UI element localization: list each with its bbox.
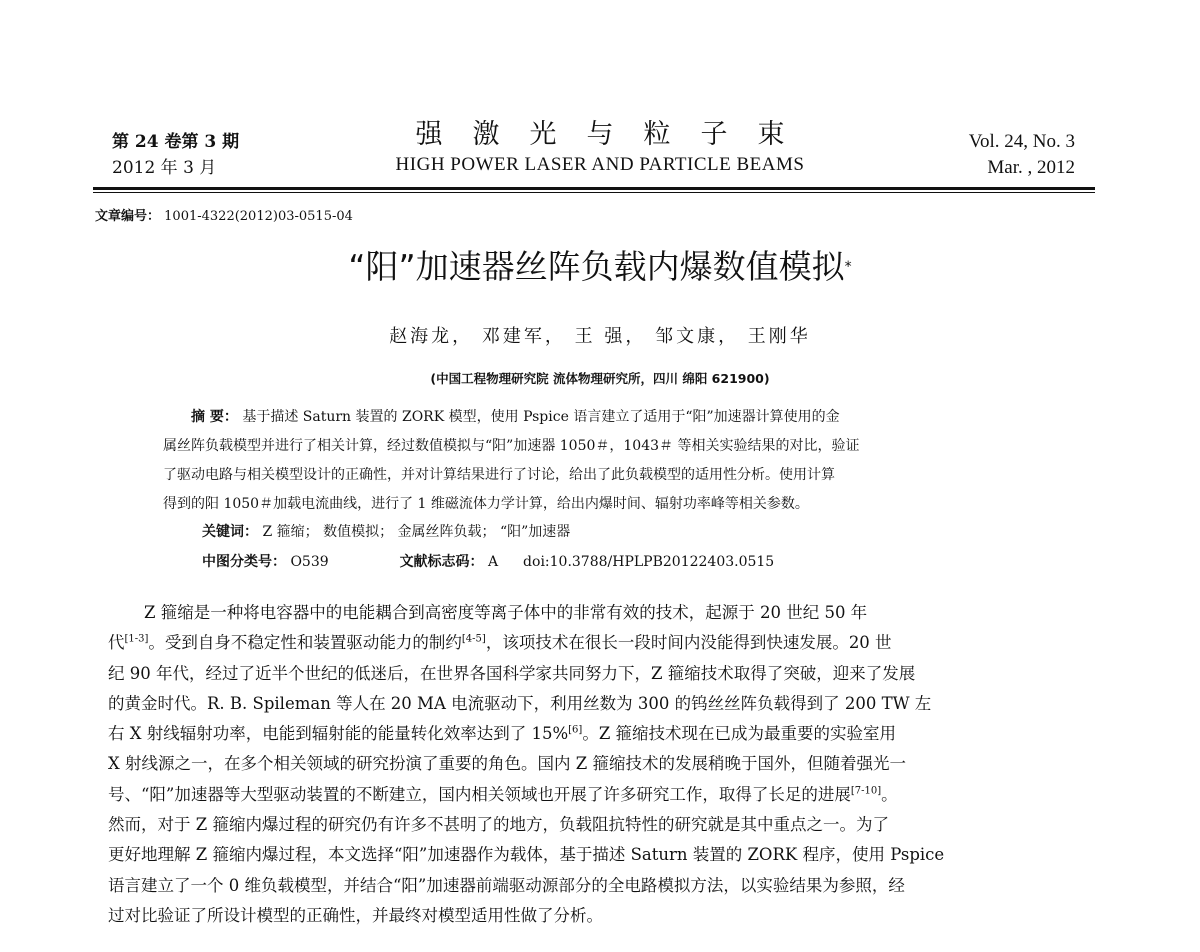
paper-title bbox=[0, 245, 1200, 289]
citation: [1-3] bbox=[124, 633, 149, 645]
body-line: 号、“阳”加速器等大型驱动装置的不断建立，国内相关领域也开展了许多研究工作，取得了长足的进展[7-10]。 bbox=[108, 784, 898, 804]
body-line: 代[1-3]。受到自身不稳定性和装置驱动能力的制约[4-5]，该项技术在很长一段时间内没能得到快速发展。20 世 bbox=[108, 633, 892, 653]
body-line: 右 X 射线辐射功率，电能到辐射能的能量转化效率达到了 15%[6]。Z 箍缩技术现在已成为最重要的实验室用 bbox=[108, 724, 897, 744]
body-line: Z 箍缩是一种将电容器中的电能耦合到高密度等离子体中的非常有效的技术，起源于 20 世纪 50 年 bbox=[144, 603, 868, 622]
header-date-cn: 2012 年 3 月 bbox=[112, 158, 217, 178]
clc-value: O539 bbox=[290, 554, 329, 570]
body-line: 过对比验证了所设计模型的正确性，并最终对模型适用性做了分析。 bbox=[108, 905, 603, 925]
citation: [6] bbox=[568, 724, 583, 736]
body-text bbox=[108, 598, 1098, 931]
journal-title-cn: 强激光与粒子束 bbox=[415, 119, 815, 150]
abstract-line: 了驱动电路与相关模型设计的正确性，并对计算结果进行了讨论，给出了此负载模型的适用性分析。使用计算 bbox=[163, 467, 835, 483]
doc-code-value: A bbox=[488, 554, 499, 570]
article-number-value: 1001-4322(2012)03-0515-04 bbox=[164, 209, 353, 224]
header-volume-en-block bbox=[969, 129, 1075, 181]
affiliation: (中国工程物理研究院 流体物理研究所，四川 绵阳 621900) bbox=[430, 371, 770, 386]
body-line: X 射线源之一，在多个相关领域的研究扮演了重要的角色。国内 Z 箍缩技术的发展稍晚于国外，但随着强光一 bbox=[108, 754, 906, 774]
keywords-label: 关键词： bbox=[202, 524, 258, 540]
abstract bbox=[163, 403, 1043, 519]
body-line: 纪 90 年代，经过了近半个世纪的低迷后，在世界各国科学家共同努力下，Z 箍缩技术取得了突破，迎来了发展 bbox=[108, 663, 916, 683]
article-number-label: 文章编号： bbox=[95, 209, 161, 224]
header-rule-thin bbox=[93, 192, 1095, 193]
header-volume-block bbox=[112, 129, 239, 181]
citation: [7-10] bbox=[850, 785, 882, 797]
body-line: 语言建立了一个 0 维负载模型，并结合“阳”加速器前端驱动源部分的全电路模拟方法，以实验结果为参照，经 bbox=[108, 875, 905, 895]
citation: [4-5] bbox=[461, 633, 486, 645]
article-number bbox=[95, 205, 353, 224]
body-line: 的黄金时代。R. B. Spileman 等人在 20 MA 电流驱动下，利用丝数为 300 的钨丝丝阵负载得到了 200 TW 左 bbox=[108, 693, 932, 713]
title-footnote-mark: * bbox=[844, 259, 852, 275]
abstract-line: 得到的阳 1050＃加载电流曲线，进行了 1 维磁流体力学计算，给出内爆时间、辐射功率峰等相关参数。 bbox=[163, 496, 809, 512]
classification-row bbox=[202, 548, 774, 577]
doi: doi:10.3788/HPLPB20122403.0515 bbox=[523, 554, 775, 570]
abstract-line: 属丝阵负载模型并进行了相关计算，经过数值模拟与“阳”加速器 1050＃，1043＃ 等相关实验结果的对比，验证 bbox=[163, 438, 860, 454]
abstract-line: 摘 要： 基于描述 Saturn 装置的 ZORK 模型，使用 Pspice 语言建立了适用于“阳”加速器计算使用的金 bbox=[191, 409, 840, 425]
body-line: 然而，对于 Z 箍缩内爆过程的研究仍有许多不甚明了的地方，负载阻抗特性的研究就是其中重点之一。为了 bbox=[108, 815, 889, 835]
header-volume-cn: 第 24 卷第 3 期 bbox=[112, 132, 240, 152]
journal-title-en: HIGH POWER LASER AND PARTICLE BEAMS bbox=[395, 154, 805, 175]
clc-label: 中图分类号： bbox=[202, 554, 286, 570]
keywords-value: Z 箍缩； 数值模拟； 金属丝阵负载； “阳”加速器 bbox=[262, 524, 571, 540]
abstract-label: 摘 要： bbox=[191, 409, 238, 425]
header-rule-thick bbox=[93, 187, 1095, 190]
authors: 赵海龙， 邓建军， 王 强， 邹文康， 王刚华 bbox=[389, 326, 811, 347]
header-volume-en: Vol. 24, No. 3 bbox=[968, 131, 1075, 152]
keywords bbox=[202, 518, 570, 547]
body-line: 更好地理解 Z 箍缩内爆过程，本文选择“阳”加速器作为载体，基于描述 Saturn 装置的 ZORK 程序，使用 Pspice bbox=[108, 845, 945, 865]
doc-code-label: 文献标志码： bbox=[399, 554, 484, 570]
journal-title-block bbox=[300, 118, 900, 178]
paper-title-text: “阳”加速器丝阵负载内爆数值模拟 bbox=[348, 247, 845, 286]
header-date-en: Mar. , 2012 bbox=[987, 157, 1075, 178]
